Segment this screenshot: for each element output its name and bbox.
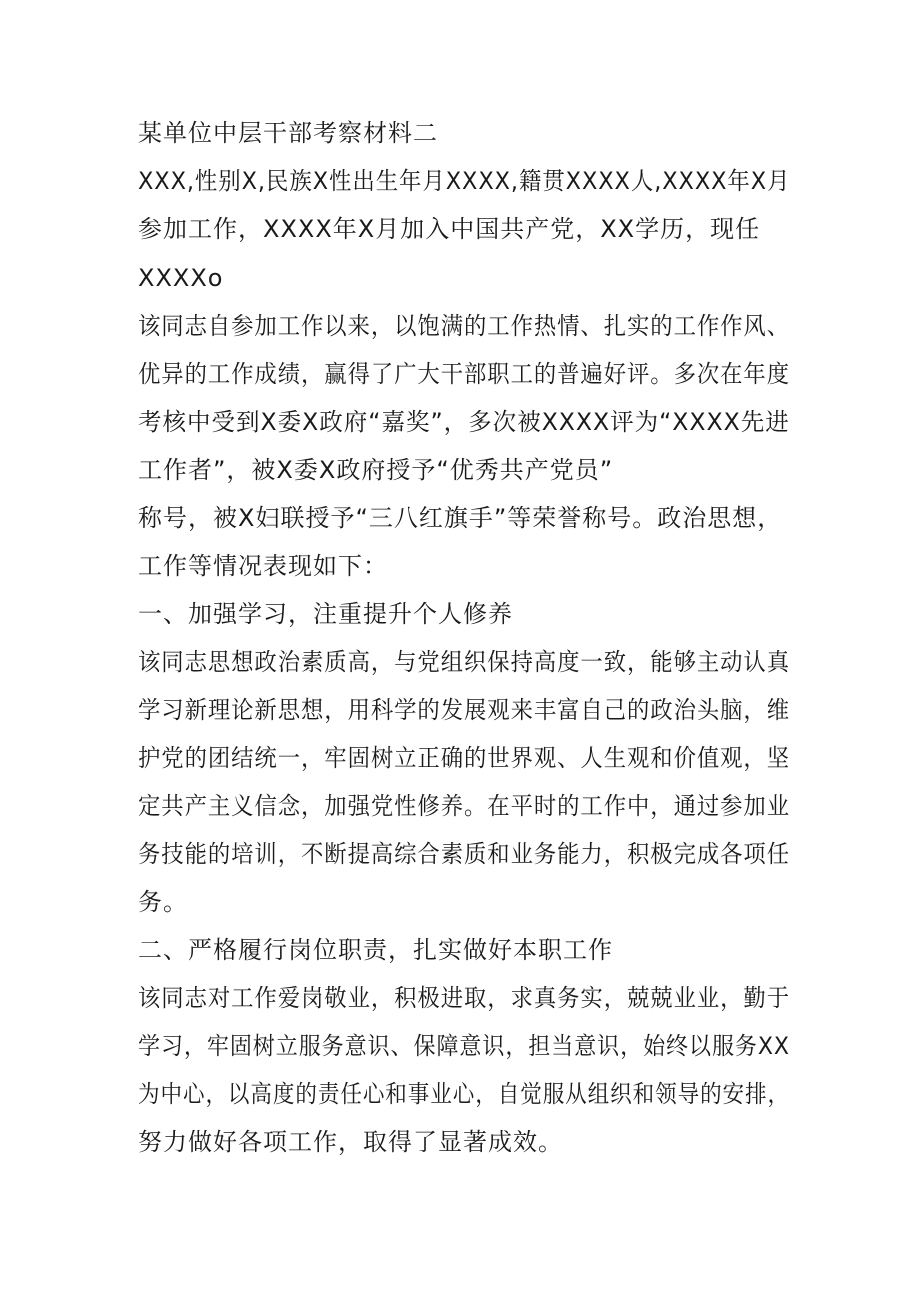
text-line: 称号，被X妇联授予“三八红旗手”等荣誉称号。政治思想， (138, 504, 783, 532)
text-line: XXXXo (138, 264, 224, 292)
section-heading: 一、加强学习，注重提升个人修养 (138, 600, 513, 628)
text-line: 定共产主义信念，加强党性修养。在平时的工作中，通过参加业 (138, 792, 790, 820)
text-line: 该同志思想政治素质高，与党组织保持高度一致，能够主动认真 (138, 648, 790, 676)
section-heading: 二、严格履行岗位职责，扎实做好本职工作 (138, 936, 613, 964)
text-line: 考核中受到X委X政府“嘉奖”，多次被XXXX评为“XXXX先进 (138, 408, 790, 436)
text-line: 学习，牢固树立服务意识、保障意识，担当意识，始终以服务XX (138, 1032, 790, 1060)
text-line: 为中心，以高度的责任心和事业心，自觉服从组织和领导的安排， (138, 1080, 790, 1108)
text-line: 优异的工作成绩，赢得了广大干部职工的普遍好评。多次在年度 (138, 360, 790, 388)
text-line: 工作者”，被X委X政府授予“优秀共产党员” (138, 456, 614, 484)
text-line: 务技能的培训，不断提高综合素质和业务能力，积极完成各项任 (138, 840, 790, 868)
text-line: 学习新理论新思想，用科学的发展观来丰富自己的政治头脑，维 (138, 696, 790, 724)
text-line: 该同志自参加工作以来，以饱满的工作热情、扎实的工作作风、 (138, 312, 790, 340)
document-title: 某单位中层干部考察材料二 (138, 119, 438, 147)
text-line: XXX,性别X,民族X性出生年月XXXX,籍贯XXXX人,XXXX年X月 (138, 167, 791, 195)
text-line: 工作等情况表现如下： (138, 552, 388, 580)
text-line: 参加工作，XXXX年X月加入中国共产党，XX学历，现任 (138, 215, 761, 243)
text-line: 务。 (138, 888, 188, 916)
text-line: 该同志对工作爱岗敬业，积极进取，求真务实，兢兢业业，勤于 (138, 984, 790, 1012)
text-line: 护党的团结统一，牢固树立正确的世界观、人生观和价值观，坚 (138, 744, 790, 772)
text-line: 努力做好各项工作，取得了显著成效。 (138, 1128, 563, 1156)
